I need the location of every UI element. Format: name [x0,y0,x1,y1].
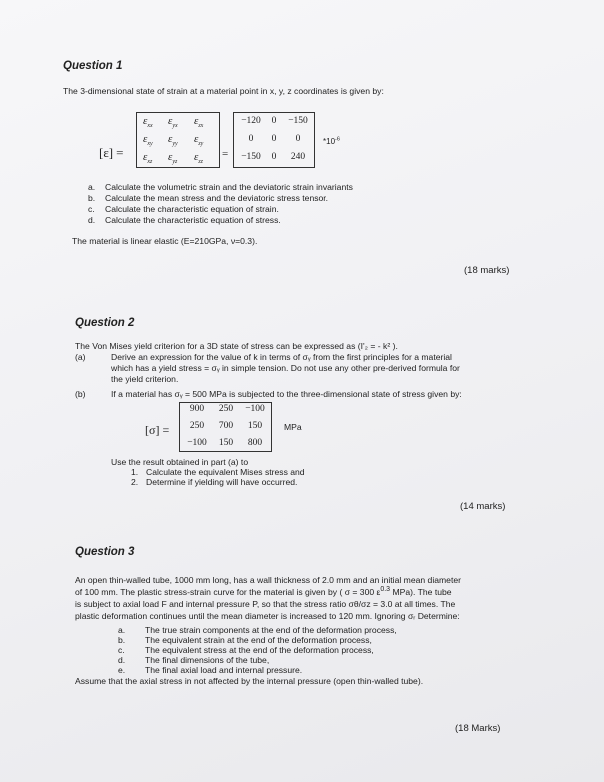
strain-component: $\varepsilon_{xy}$ [143,133,153,148]
q3-item-e: e. The final axial load and internal pressure. [118,665,303,675]
strain-component: $\varepsilon_{zy}$ [194,133,204,148]
q1-marks: (18 marks) [464,265,510,276]
question-1-title: Question 1 [63,60,123,72]
q2-part-a-label: (a) [75,352,86,362]
strain-value: 0 [248,134,254,144]
strain-value-matrix [233,112,315,168]
q1-item-b: b. Calculate the mean stress and the deviatoric stress tensor. [88,193,329,203]
stress-value: −100 [245,404,265,414]
strain-component: $\varepsilon_{xx}$ [143,115,153,130]
question-1-intro: The 3-dimensional state of strain at a material point in x, y, z coordinates is given by: [63,86,384,96]
q1-material: The material is linear elastic (E=210GPa, ν=0.3). [72,236,258,246]
strain-value: 0 [271,152,277,162]
q3-line3: is subject to axial load F and internal pressure P, so that the stress ratio σθ/σz = 3.0 at all times. The [75,599,456,609]
q3-assumption: Assume that the axial stress in not affected by the internal pressure (open thin-walled tube). [75,676,424,686]
strain-component: $\varepsilon_{yz}$ [168,151,178,166]
q1-item-d: d. Calculate the characteristic equation of stress. [88,215,281,225]
strain-component: $\varepsilon_{zx}$ [194,115,204,130]
q2-part-a-line2: which has a yield stress = σᵧ in simple tension. Do not use any other pre-derived formula for [111,363,460,373]
q2-item-2: 2. Determine if yielding will have occurred. [131,477,298,487]
strain-component: $\varepsilon_{xz}$ [143,151,153,166]
q3-item-d: d. The final dimensions of the tube, [118,655,270,665]
stress-value: 250 [189,421,205,431]
q3-line4: plastic deformation continues until the mean diameter is increased to 120 mm. Ignoring σᵣ Determine: [75,611,460,621]
q1-item-a: a. Calculate the volumetric strain and the deviatoric strain invariants [88,182,353,192]
q2-marks: (14 marks) [460,501,506,512]
scale-factor: $*10^{-6}$ [323,136,340,146]
stress-value: −100 [187,438,207,448]
q2-part-b-line1: If a material has σᵧ = 500 MPa is subjected to the three-dimensional state of stress given by: [111,389,462,399]
stress-value: 700 [218,421,234,431]
strain-value: 0 [295,134,301,144]
stress-tensor-symbol: [σ] = [145,423,170,437]
q2-part-a-line1: Derive an expression for the value of k in terms of σᵧ from the first principles for a material [111,352,452,362]
strain-component: $\varepsilon_{yx}$ [168,115,178,130]
q2-item-1: 1. Calculate the equivalent Mises stress and [131,467,305,477]
stress-value: 900 [189,404,205,414]
strain-value: −150 [241,152,261,162]
stress-value: 150 [218,438,234,448]
q3-item-c: c. The equivalent stress at the end of the deformation process, [118,645,374,655]
q3-marks: (18 Marks) [455,723,501,734]
q1-item-c: c. Calculate the characteristic equation of strain. [88,204,279,214]
q3-line1: An open thin-walled tube, 1000 mm long, has a wall thickness of 2.0 mm and an initial mean diameter [75,575,461,585]
q3-item-a: a. The true strain components at the end of the deformation process, [118,625,397,635]
strain-value: 240 [290,152,306,162]
q2-part-b-label: (b) [75,389,86,399]
strain-value: −150 [288,116,308,126]
strain-component: $\varepsilon_{yy}$ [168,133,178,148]
strain-value: −120 [241,116,261,126]
strain-value: 0 [271,134,277,144]
question-2-title: Question 2 [75,317,135,329]
q3-line2: of 100 mm. The plastic stress-strain curve for the material is given by ( σ = 300 $\varepsilon^{0.3}$ MPa). The tube [75,586,452,597]
stress-value: 250 [218,404,234,414]
stress-value: 150 [247,421,263,431]
stress-value-matrix [179,402,272,452]
strain-component: $\varepsilon_{zz}$ [194,151,204,166]
q2-use-result: Use the result obtained in part (a) to [111,457,249,467]
strain-tensor-symbol: [ε] = [99,145,124,160]
strain-value: 0 [271,116,277,126]
matrix-equals-sign: = [222,148,229,160]
q3-item-b: b. The equivalent strain at the end of the deformation process, [118,635,372,645]
stress-value: 800 [247,438,263,448]
stress-unit: MPa [284,422,302,432]
question-2-intro: The Von Mises yield criterion for a 3D state of stress can be expressed as (I'₂ = - k² ). [75,341,398,351]
strain-symbol-matrix [136,112,220,168]
q2-part-a-line3: the yield criterion. [111,374,179,384]
question-3-title: Question 3 [75,546,135,558]
